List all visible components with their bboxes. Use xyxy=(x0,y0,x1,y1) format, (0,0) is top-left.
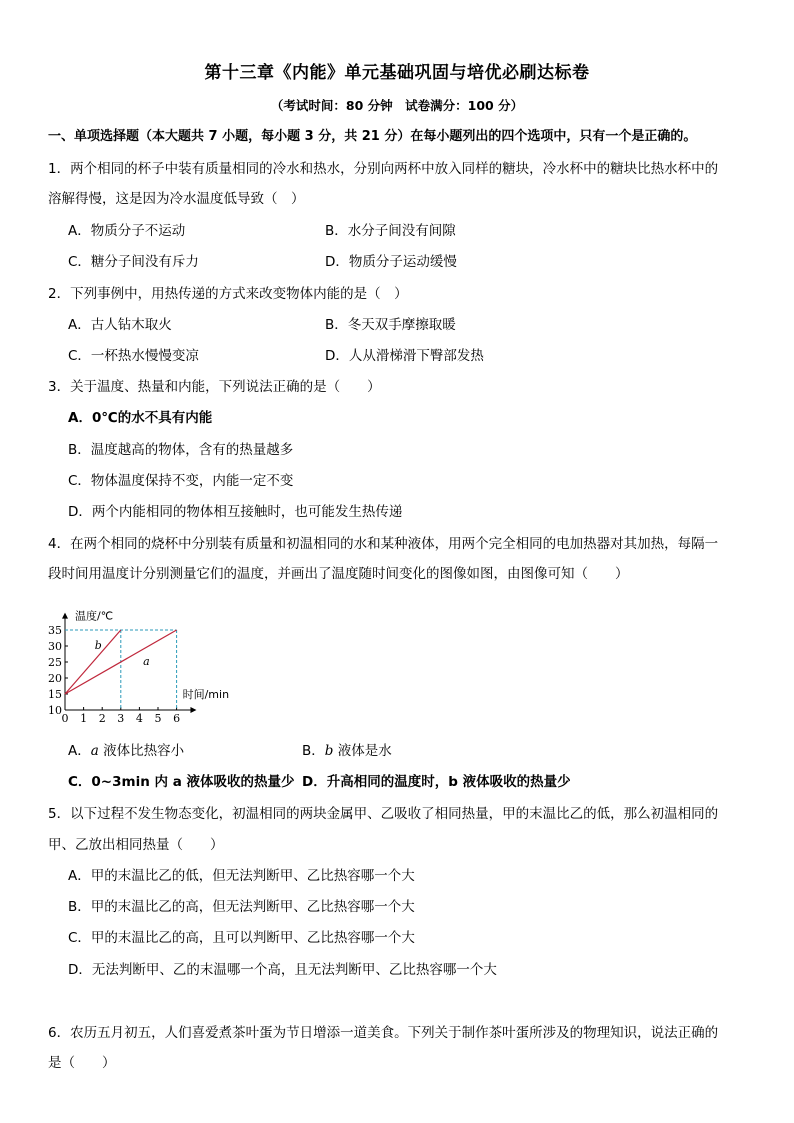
q4-option-d: D．升高相同的温度时，b 液体吸收的热量少 xyxy=(302,774,571,790)
q4-option-c: C．0~3min 内 a 液体吸收的热量少 xyxy=(68,774,295,790)
x-tick-label: 6 xyxy=(173,712,181,725)
q2-option-a: A．古人钻木取火 xyxy=(68,317,172,333)
page-title: 第十三章《内能》单元基础巩固与培优必刷达标卷 xyxy=(204,63,590,83)
question-4-text-cont: 段时间用温度计分别测量它们的温度，并画出了温度随时间变化的图像如图，由图像可知（ ） xyxy=(48,566,629,582)
y-tick-label: 35 xyxy=(48,624,62,637)
q4-option-a xyxy=(68,742,184,760)
question-2-text: 2．下列事例中，用热传递的方式来改变物体内能的是（ ） xyxy=(48,286,408,302)
q1-option-c: C．糖分子间没有斥力 xyxy=(68,254,199,270)
question-1-text: 1．两个相同的杯子中装有质量相同的冷水和热水，分别向两杯中放入同样的糖块，冷水杯中的糖块比热水杯中的 xyxy=(48,161,719,177)
y-tick-label: 20 xyxy=(48,672,62,685)
q3-option-c: C．物体温度保持不变，内能一定不变 xyxy=(68,473,294,489)
q5-option-d: D．无法判断甲、乙的末温哪一个高，且无法判断甲、乙比热容哪一个大 xyxy=(68,962,497,978)
q2-option-c: C．一杯热水慢慢变凉 xyxy=(68,348,199,364)
y-tick-label: 15 xyxy=(48,688,62,701)
x-tick-label: 4 xyxy=(135,712,143,725)
q1-option-a: A．物质分子不运动 xyxy=(68,223,186,239)
q3-option-a: A．0℃的水不具有内能 xyxy=(68,410,213,426)
series-label-b: b xyxy=(94,639,102,653)
question-1-text-cont: 溶解得慢，这是因为冷水温度低导致（ ） xyxy=(48,191,305,207)
q4-option-b-prefix: B． xyxy=(302,743,325,759)
x-tick-label: 3 xyxy=(117,712,125,725)
x-tick-label: 5 xyxy=(154,712,162,725)
q2-option-d: D．人从滑梯滑下臀部发热 xyxy=(325,348,484,364)
q5-option-b: B．甲的末温比乙的高，但无法判断甲、乙比热容哪一个大 xyxy=(68,899,415,915)
q4-option-a-text: 液体比热容小 xyxy=(98,743,185,759)
q1-option-b: B．水分子间没有间隙 xyxy=(325,223,456,239)
question-5-text-cont: 甲、乙放出相同热量（ ） xyxy=(48,837,224,853)
series-label-a: a xyxy=(143,655,150,669)
x-tick-label: 0 xyxy=(61,712,69,725)
x-axis-label: 时间/min xyxy=(182,688,230,701)
exam-info: （考试时间：80 分钟 试卷满分：100 分） xyxy=(270,98,524,113)
q4-option-a-var: a xyxy=(90,743,99,759)
x-axis-arrow xyxy=(190,707,196,713)
question-5-text: 5．以下过程不发生物态变化，初温相同的两块金属甲、乙吸收了相同热量，甲的末温比乙的低，那么初温相同的 xyxy=(48,806,719,822)
y-axis-label: 温度/℃ xyxy=(75,609,114,623)
question-6-text: 6．农历五月初五，人们喜爱煮茶叶蛋为节日增添一道美食。下列关于制作茶叶蛋所涉及的物理知识，说法正确的 xyxy=(48,1025,719,1041)
y-axis-arrow xyxy=(62,613,68,619)
q4-option-b-var: b xyxy=(324,743,334,759)
question-4-text: 4．在两个相同的烧杯中分别装有质量和初温相同的水和某种液体，用两个完全相同的电加热器对其加热，每隔一 xyxy=(48,536,719,552)
q4-option-b xyxy=(302,742,392,760)
question-3-text: 3．关于温度、热量和内能，下列说法正确的是（ ） xyxy=(48,379,381,395)
q5-option-a: A．甲的末温比乙的低，但无法判断甲、乙比热容哪一个大 xyxy=(68,868,415,884)
x-tick-label: 2 xyxy=(98,712,106,725)
q2-option-b: B．冬天双手摩擦取暖 xyxy=(325,317,456,333)
y-tick-label: 10 xyxy=(48,704,62,717)
q3-option-d: D．两个内能相同的物体相互接触时，也可能发生热传递 xyxy=(68,504,403,520)
y-tick-label: 25 xyxy=(48,656,62,669)
x-tick-label: 1 xyxy=(80,712,88,725)
q3-option-b: B．温度越高的物体，含有的热量越多 xyxy=(68,442,294,458)
y-tick-label: 30 xyxy=(48,640,62,653)
series-line-b xyxy=(65,630,121,694)
q1-option-d: D．物质分子运动缓慢 xyxy=(325,254,457,270)
temperature-time-chart xyxy=(48,596,248,726)
question-6-text-cont: 是（ ） xyxy=(48,1055,116,1071)
q4-option-a-prefix: A． xyxy=(68,743,91,759)
q4-option-b-text: 液体是水 xyxy=(333,743,392,759)
section-heading: 一、单项选择题（本大题共 7 小题，每小题 3 分，共 21 分）在每小题列出的四个选项中，只有一个是正确的。 xyxy=(48,129,697,144)
q5-option-c: C．甲的末温比乙的高，且可以判断甲、乙比热容哪一个大 xyxy=(68,930,415,946)
series-line-a xyxy=(65,630,177,694)
